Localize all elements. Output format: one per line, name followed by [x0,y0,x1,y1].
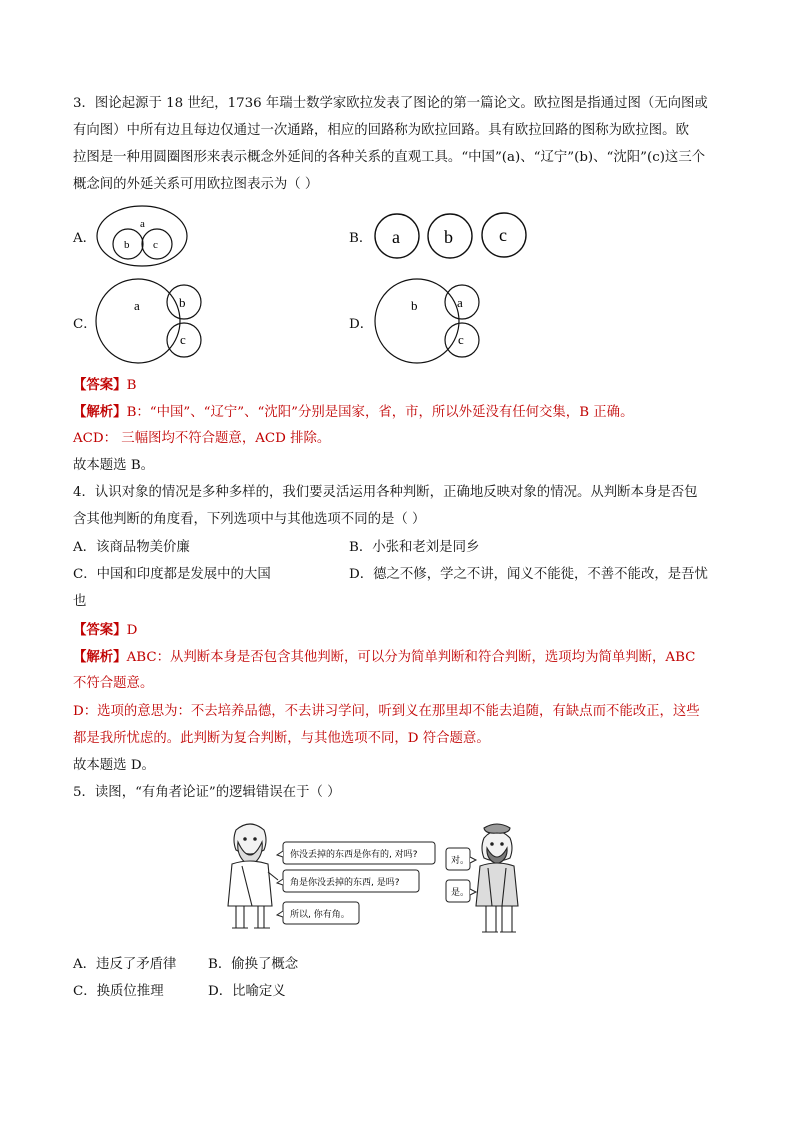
q3-stem-line-2: 有向图）中所有边且每边仅通过一次通路，相应的回路称为欧拉回路。具有欧拉回路的图称为欧拉图。欧 [73,123,689,138]
circle-b [375,279,459,363]
answer-value: B [126,378,137,393]
label-a: a [134,298,140,313]
q4-option-a: A．该商品物美价廉 [73,540,190,555]
q4-analysis-line-4: 都是我所忧虑的。此判断为复合判断，与其他选项不同，D 符合题意。 [73,731,490,746]
speech-bubble-2 [277,870,419,892]
reply-bubble-2 [446,880,476,902]
label-c: c [180,332,186,347]
label-a: a [392,227,400,247]
label-a: a [140,218,145,230]
reply-bubble-1 [446,848,476,870]
circle-a [97,206,187,266]
q4-answer [73,620,137,641]
analysis-tag: 【解析】 [73,404,127,420]
analysis-text: ABC：从判断本身是否包含其他判断，可以分为简单判断和符合判断，选项均为简单判断，ABC [126,650,696,665]
bubble-1-text: 你没丢掉的东西是你有的, 对吗? [290,850,418,860]
q3-stem-line-1: 3．图论起源于 18 世纪，1736 年瑞士数学家欧拉发表了图论的第一篇论文。欧拉图是指通过图（无向图或 [73,96,708,111]
q3-answer [73,375,136,396]
label-b: b [444,227,453,247]
q3-option-d-label: D． [349,317,374,332]
speech-bubble-3 [277,902,359,924]
q3-conclusion: 故本题选 B。 [73,458,155,473]
q5-option-d: D．比喻定义 [208,984,286,999]
reply-2-text: 是。 [451,888,470,898]
reply-1-text: 对。 [451,856,470,866]
q3-analysis [73,402,633,423]
q3-stem-line-3: 拉图是一种用圆圈图形来表示概念外延间的各种关系的直观工具。“中国”(a)、“辽宁”(b)、“沈阳”(c)这三个 [73,150,706,165]
q4-option-d-cont: 也 [73,594,87,609]
q3-option-c-label: C． [73,317,97,332]
label-b: b [124,239,130,251]
label-c: c [499,225,507,245]
q4-stem-line-1: 4．认识对象的情况是多种多样的，我们要灵活运用各种判断，正确地反映对象的情况。从判断本身是否包 [73,485,698,500]
euler-diagram-b [372,212,530,262]
euler-diagram-c [93,278,208,366]
q4-conclusion: 故本题选 D。 [73,758,155,773]
answer-value: D [126,623,138,638]
label-b: b [411,298,418,313]
q4-analysis-line-3: D：选项的意思为：不去培养品德，不去讲习学问，听到义在那里却不能去追随，有缺点而不能改正，这些 [73,704,700,719]
bubble-3-text: 所以, 你有角。 [290,910,350,920]
q5-option-b: B．偷换了概念 [208,957,299,972]
q5-stem: 5．读图，“有角者论证”的逻辑错误在于（ ） [73,785,341,800]
q4-stem-line-2: 含其他判断的角度看，下列选项中与其他选项不同的是（ ） [73,512,426,527]
answer-tag: 【答案】 [73,377,127,393]
q4-option-b: B．小张和老刘是同乡 [349,540,480,555]
q3-option-a-label: A． [73,231,97,246]
circle-a [96,279,180,363]
horned-argument-illustration [218,818,538,946]
q4-analysis-line-2: 不符合题意。 [73,676,154,691]
bubble-2-text: 角是你没丢掉的东西, 是吗? [290,878,400,888]
q5-option-a: A．违反了矛盾律 [73,957,177,972]
speech-bubble-1 [277,842,435,864]
label-c: c [153,239,158,251]
philosopher-left [228,824,278,928]
q4-option-d: D．德之不修，学之不讲，闻义不能徙，不善不能改，是吾忧 [349,567,708,582]
euler-diagram-d [372,278,487,366]
philosopher-right [476,824,518,932]
analysis-tag: 【解析】 [73,649,127,665]
q3-stem-line-4: 概念间的外延关系可用欧拉图表示为（ ） [73,177,319,192]
q4-analysis-line-1 [73,647,695,668]
q5-option-c: C．换质位推理 [73,984,164,999]
label-a: a [457,295,463,310]
q3-option-b-label: B． [349,231,373,246]
label-b: b [179,295,186,310]
euler-diagram-a [95,203,190,271]
q4-option-c: C．中国和印度都是发展中的大国 [73,567,271,582]
label-c: c [458,332,464,347]
q3-analysis-2: ACD： 三幅图均不符合题意，ACD 排除。 [73,431,331,446]
analysis-text: B：“中国”、“辽宁”、“沈阳”分别是国家，省，市，所以外延没有任何交集，B 正确。 [126,405,634,420]
answer-tag: 【答案】 [73,622,127,638]
